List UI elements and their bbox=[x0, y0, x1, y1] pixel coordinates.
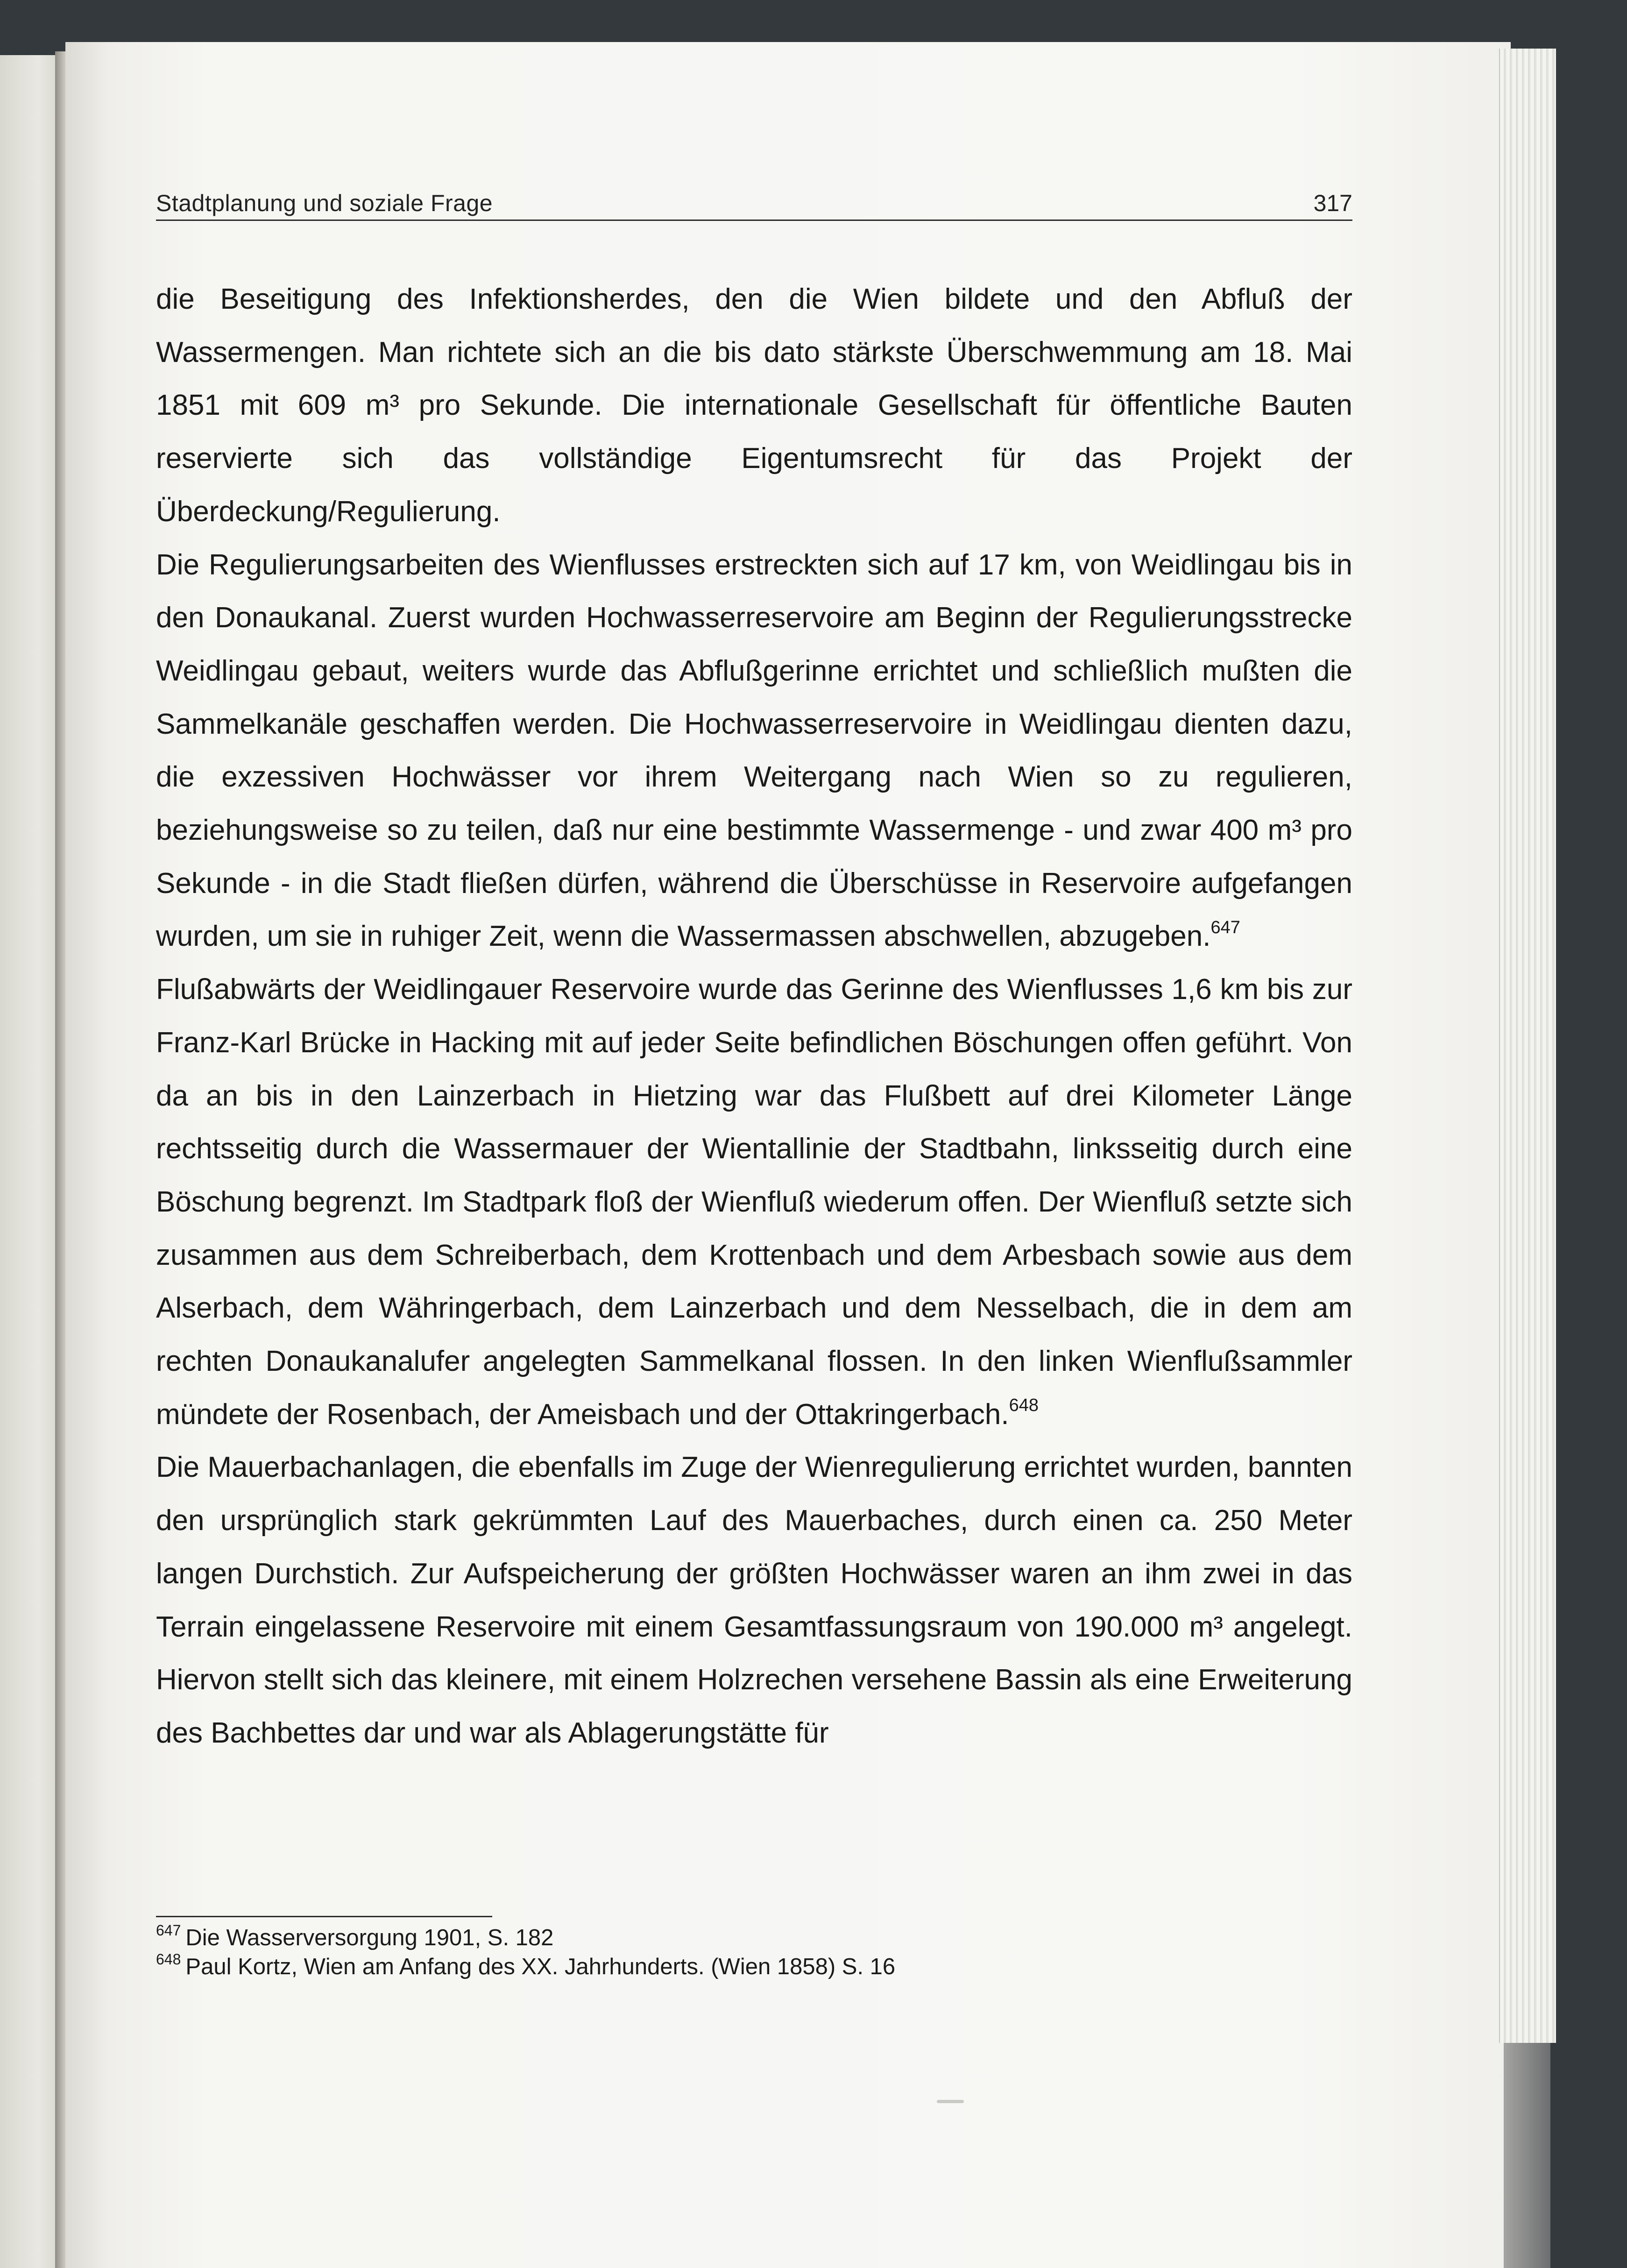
page-number: 317 bbox=[1313, 190, 1352, 216]
footnote-reference: 648 bbox=[1009, 1396, 1039, 1416]
footnote bbox=[156, 1923, 1352, 1952]
footnote bbox=[156, 1952, 1352, 1981]
paragraph: Die Regulierungsarbeiten des Wienflusses erstreckten sich auf 17 km, von Weidlingau bis in den Donaukanal. Zuerst wurden Hochwasserreservoire am Beginn der Regulierungsstrecke Weidlingau gebaut, weiters wurde das Abflußgerinne errichtet und schließlich mußten die Sammelkanäle geschaffen werden. Die Hochwasserreservoire in Weidlingau dienten dazu, die exzessiven Hochwässer vor ihrem Weitergang nach Wien so zu regulieren, beziehungsweise so zu teilen, daß nur eine bestimmte Wassermenge - und zwar 400 m³ pro Sekunde - in die Stadt fließen dürfen, während die Überschüsse in Reservoire aufgefangen wurden, um sie in ruhiger Zeit, wenn die Wassermassen abschwellen, abzugeben.$^{647}$ bbox=[156, 548, 1352, 953]
page-stack-edges bbox=[1499, 49, 1556, 2043]
footnote-number: 648 bbox=[156, 1950, 181, 1968]
book-cover-edge bbox=[1504, 2043, 1550, 2268]
paper-mark bbox=[937, 2100, 964, 2103]
body-text bbox=[156, 273, 1352, 1760]
running-header bbox=[156, 189, 1352, 221]
footnote-separator bbox=[156, 1916, 492, 1917]
footnote-text: Paul Kortz, Wien am Anfang des XX. Jahrhunderts. (Wien 1858) S. 16 bbox=[185, 1954, 896, 1979]
footnote-number: 647 bbox=[156, 1921, 181, 1939]
footnote-reference: 647 bbox=[1210, 917, 1240, 937]
paragraph: die Beseitigung des Infektionsherdes, den die Wien bildete und den Abfluß der Wassermengen. Man richtete sich an die bis dato stärkste Überschwemmung am 18. Mai 1851 mit 609 m³ pro Sekunde. Die internationale Gesellschaft für öffentliche Bauten reservierte sich das vollständige Eigentumsrecht für das Projekt der Überdeckung/Regulierung. bbox=[156, 283, 1352, 528]
footnote-text: Die Wasserversorgung 1901, S. 182 bbox=[185, 1925, 554, 1950]
footnotes bbox=[156, 1923, 1352, 1981]
paragraph: Flußabwärts der Weidlingauer Reservoire wurde das Gerinne des Wienflusses 1,6 km bis zur Franz-Karl Brücke in Hacking mit auf jeder Seite befindlichen Böschungen offen geführt. Von da an bis in den Lainzerbach in Hietzing war das Flußbett auf drei Kilometer Länge rechtsseitig durch die Wassermauer der Wientallinie der Stadtbahn, linksseitig durch eine Böschung begrenzt. Im Stadtpark floß der Wienfluß wiederum offen. Der Wienfluß setzte sich zusammen aus dem Schreiberbach, dem Krottenbach und dem Arbesbach sowie aus dem Alserbach, dem Währingerbach, dem Lainzerbach und dem Nesselbach, die in dem am rechten Donaukanalufer angelegten Sammelkanal flossen. In den linken Wienflußsammler mündete der Rosenbach, der Ameisbach und der Ottakringerbach.$^{648}$ bbox=[156, 973, 1352, 1431]
paragraph: Die Mauerbachanlagen, die ebenfalls im Zuge der Wienregulierung errichtet wurden, bannten den ursprünglich stark gekrümmten Lauf des Mauerbaches, durch einen ca. 250 Meter langen Durchstich. Zur Aufspeicherung der größten Hochwässer waren an ihm zwei in das Terrain eingelassene Reservoire mit einem Gesamtfassungsraum von 190.000 m³ angelegt. Hiervon stellt sich das kleinere, mit einem Holzrechen versehene Bassin als eine Erweiterung des Bachbettes dar und war als Ablagerungstätte für bbox=[156, 1451, 1352, 1749]
running-header-title: Stadtplanung und soziale Frage bbox=[156, 190, 493, 216]
